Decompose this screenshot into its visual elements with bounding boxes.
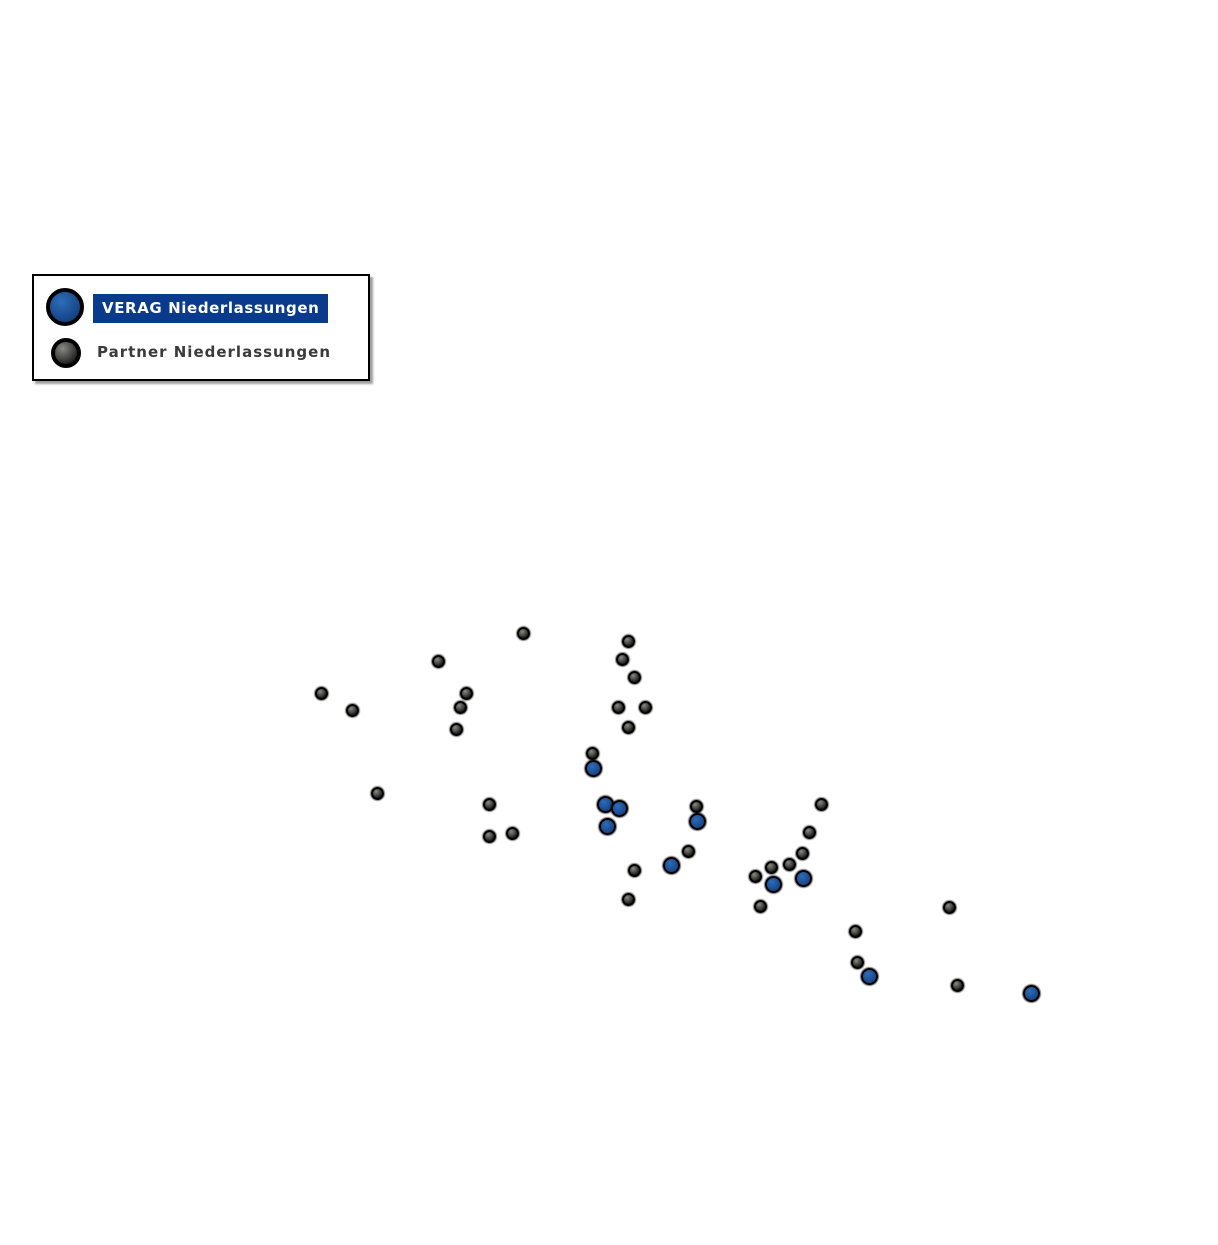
map-marker-partner[interactable] — [943, 901, 956, 914]
map-marker-partner[interactable] — [506, 827, 519, 840]
map-marker-verag[interactable] — [795, 870, 812, 887]
map-marker-partner[interactable] — [346, 704, 359, 717]
map-marker-verag[interactable] — [599, 818, 616, 835]
map-marker-partner[interactable] — [765, 861, 778, 874]
legend-label-partner: Partner Niederlassungen — [97, 343, 331, 361]
map-marker-verag[interactable] — [663, 857, 680, 874]
map-marker-partner[interactable] — [682, 845, 695, 858]
map-marker-verag[interactable] — [585, 760, 602, 777]
map-marker-partner[interactable] — [628, 671, 641, 684]
map-marker-partner[interactable] — [796, 847, 809, 860]
map-marker-partner[interactable] — [517, 627, 530, 640]
map-marker-partner[interactable] — [622, 635, 635, 648]
map-marker-partner[interactable] — [315, 687, 328, 700]
map-marker-partner[interactable] — [803, 826, 816, 839]
map-marker-partner[interactable] — [586, 747, 599, 760]
map-marker-partner[interactable] — [454, 701, 467, 714]
map-marker-partner[interactable] — [639, 701, 652, 714]
map-marker-verag[interactable] — [765, 876, 782, 893]
map-marker-verag[interactable] — [689, 813, 706, 830]
map-marker-verag[interactable] — [611, 800, 628, 817]
map-marker-partner[interactable] — [622, 721, 635, 734]
map-marker-partner[interactable] — [783, 858, 796, 871]
map-marker-partner[interactable] — [622, 893, 635, 906]
map-marker-partner[interactable] — [616, 653, 629, 666]
map-marker-partner[interactable] — [483, 798, 496, 811]
map-marker-partner[interactable] — [690, 800, 703, 813]
verag-marker-icon — [46, 288, 84, 326]
map-marker-partner[interactable] — [450, 723, 463, 736]
legend-label-verag: VERAG Niederlassungen — [93, 294, 328, 323]
map-marker-partner[interactable] — [749, 870, 762, 883]
map-marker-partner[interactable] — [460, 687, 473, 700]
map-marker-partner[interactable] — [815, 798, 828, 811]
map-marker-partner[interactable] — [612, 701, 625, 714]
partner-marker-icon — [51, 338, 81, 368]
map-marker-partner[interactable] — [849, 925, 862, 938]
map-marker-partner[interactable] — [851, 956, 864, 969]
map-marker-partner[interactable] — [432, 655, 445, 668]
map-marker-partner[interactable] — [371, 787, 384, 800]
legend-box — [32, 274, 370, 381]
map-marker-partner[interactable] — [628, 864, 641, 877]
map-marker-partner[interactable] — [951, 979, 964, 992]
map-marker-partner[interactable] — [483, 830, 496, 843]
map-marker-partner[interactable] — [754, 900, 767, 913]
map-marker-verag[interactable] — [1023, 985, 1040, 1002]
map-marker-verag[interactable] — [861, 968, 878, 985]
